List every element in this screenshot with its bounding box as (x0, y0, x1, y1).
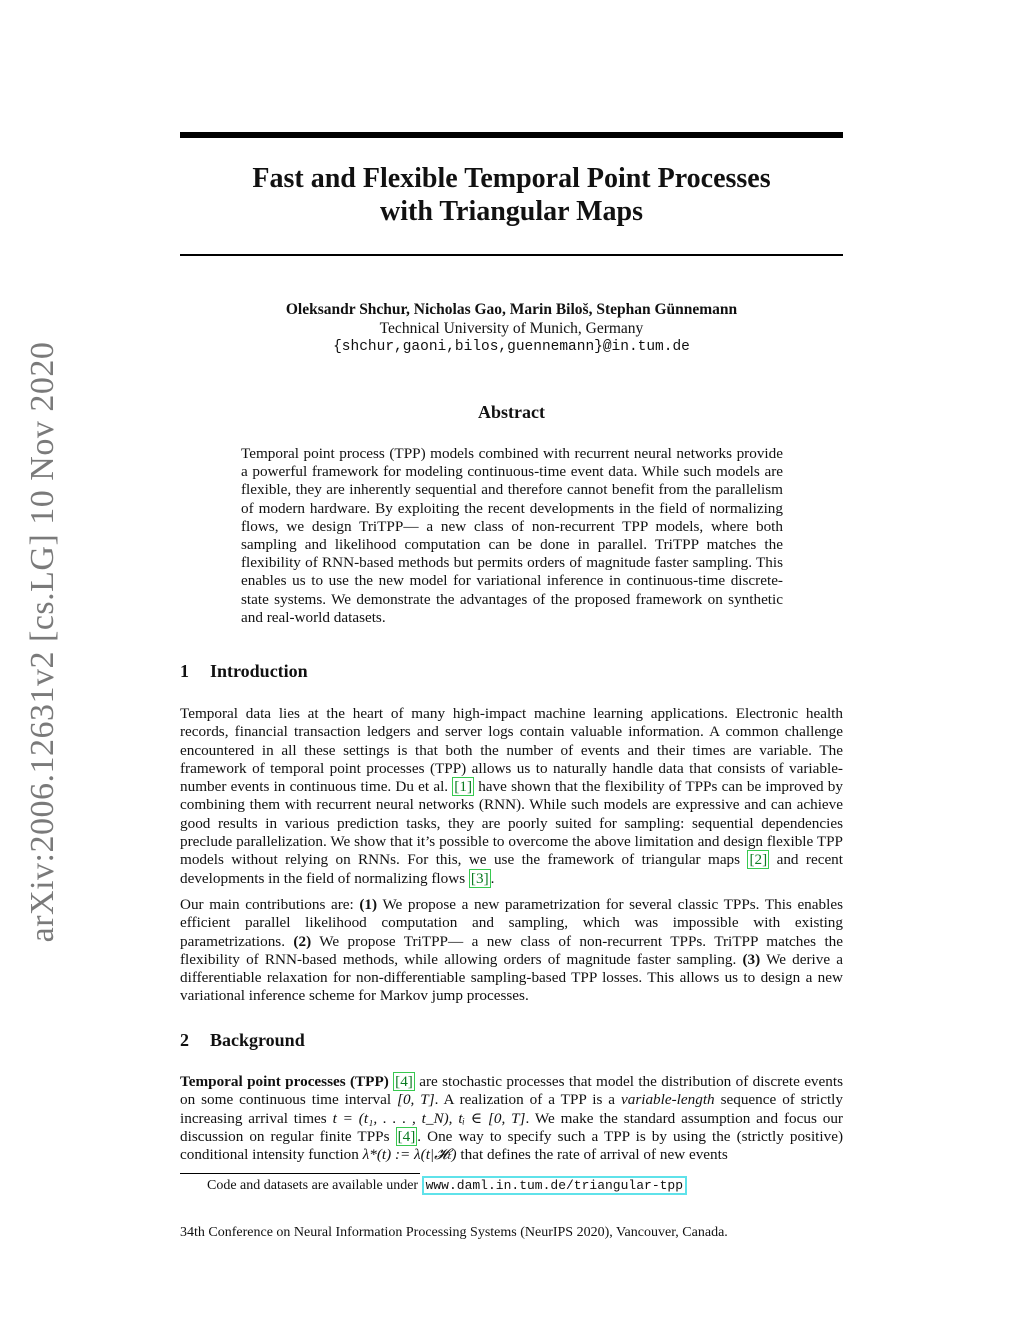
footnote-text: Code and datasets are available under (207, 1178, 422, 1193)
section-introduction-heading (180, 661, 308, 682)
text-run: Temporal data lies at the heart of many high-impact machine learning applications. Electronic health records, financial transaction ledgers and server logs contain valuable information. A common challenge encountered in all these settings is that both the number of events and their times are variable. The framework of temporal point processes (TPP) allows us to naturally handle data that consists of variable-number events in continuous time. Du et al. (180, 705, 843, 796)
title-bottom-rule (180, 254, 843, 256)
author-names: Oleksandr Shchur, Nicholas Gao, Marin Biloš, Stephan Günnemann (285, 301, 738, 318)
text-run: We propose a new parametrization for several classic TPPs. This enables efficient parallel likelihood computation and sampling, which was impossible with existing parametrizations. (180, 896, 843, 950)
section-title: Introduction (210, 661, 308, 681)
text-run: and recent developments in the field of normalizing flows (180, 851, 843, 887)
bold-marker: (3) (742, 950, 761, 968)
text-run: . (490, 869, 495, 887)
citation-link[interactable]: [4] (397, 1127, 416, 1145)
text-run: We propose TriTPP— a new class of non-recurrent TPPs. TriTPP matches the flexibility of RNN-based methods, while allowing orders of magnitude faster sampling. (180, 932, 843, 968)
bold-marker: (1) (359, 896, 378, 913)
math-expression: λ*(t) := λ(t|𝓗ₜ) (362, 1146, 457, 1164)
text-run: We derive a differentiable relaxation for non-differentiable sampling-based TPP losses. This allows us to design a new variational inference scheme for Markov jump processes. (180, 950, 844, 1005)
citation-link[interactable]: [1] (454, 778, 473, 796)
footnote (207, 1177, 687, 1195)
author-email: {shchur,gaoni,bilos,guennemann}@in.tum.de (333, 339, 690, 355)
arxiv-side-stamp: arXiv:2006.12631v2 [cs.LG] 10 Nov 2020 (24, 341, 61, 943)
author-affiliation: Technical University of Munich, Germany (379, 320, 644, 337)
section-number: 1 (180, 661, 189, 681)
bold-term: Temporal point processes (TPP) (180, 1073, 389, 1090)
text-run: Our main contributions are: (180, 896, 360, 913)
citation-link[interactable]: [4] (395, 1073, 413, 1090)
math-expression: t = (t₁, . . . , t_N), tᵢ ∈ [0, T] (332, 1109, 526, 1127)
title-line-1: Fast and Flexible Temporal Point Processes (252, 163, 771, 194)
citation-link[interactable]: [3] (470, 869, 489, 887)
text-run: have shown that the flexibility of TPPs can be improved by combining them with recurrent neural networks (RNN). While such models are expressive and can achieve good results in various prediction tasks, they are poorly suited for sampling: sequential dependencies preclude parallelization. We show that it’s possible to overcome the above limitation and design flexible TPP models without relying on RNNs. For this, we use the framework of triangular maps (180, 778, 843, 869)
title-top-rule (180, 132, 843, 138)
text-run: are stochastic processes that model the distribution of discrete events on some continuous time interval (180, 1073, 843, 1109)
abstract-heading: Abstract (478, 402, 545, 422)
intro-paragraph-1 (180, 705, 843, 888)
paper-title (180, 162, 843, 228)
section-background-heading (180, 1030, 305, 1051)
section-title: Background (210, 1030, 305, 1050)
text-run: that defines the rate of arrival of new events (456, 1146, 728, 1164)
math-expression: [0, T] (397, 1091, 435, 1109)
title-line-2: with Triangular Maps (380, 196, 643, 227)
italic-term: variable-length (621, 1091, 715, 1109)
text-run: . A realization of a TPP is a (434, 1091, 621, 1109)
section-number: 2 (180, 1030, 189, 1050)
background-paragraph (180, 1073, 843, 1164)
bold-marker: (2) (293, 932, 312, 950)
citation-link[interactable]: [2] (749, 851, 768, 869)
footnote-rule (180, 1173, 420, 1174)
text-run: . One way to specify such a TPP is by using the (strictly positive) conditional intensity function (180, 1127, 843, 1164)
footnote-url-link[interactable]: www.daml.in.tum.de/triangular-tpp (422, 1176, 687, 1195)
text-run: sequence of strictly increasing arrival times (180, 1091, 843, 1127)
venue-line: 34th Conference on Neural Information Processing Systems (NeurIPS 2020), Vancouver, Canada. (180, 1225, 728, 1240)
author-block (180, 300, 843, 357)
text-run: . We make the standard assumption and focus our discussion on regular finite TPPs (180, 1109, 843, 1145)
abstract-text: Temporal point process (TPP) models combined with recurrent neural networks provide a powerful framework for modeling continuous-time event data. While such models are flexible, they are inherently sequential and therefore cannot benefit from the parallelism of modern hardware. By exploiting the recent developments in the field of normalizing flows, we design TriTPP— a new class of non-recurrent TPP models, where both sampling and likelihood computation can be done in parallel. TriTPP matches the flexibility of RNN-based methods but permits orders of magnitude faster sampling. This enables us to use the new model for variational inference in continuous-time discrete-state systems. We demonstrate the advantages of the proposed framework on synthetic and real-world datasets. (241, 445, 783, 626)
intro-paragraph-2 (180, 896, 843, 1006)
